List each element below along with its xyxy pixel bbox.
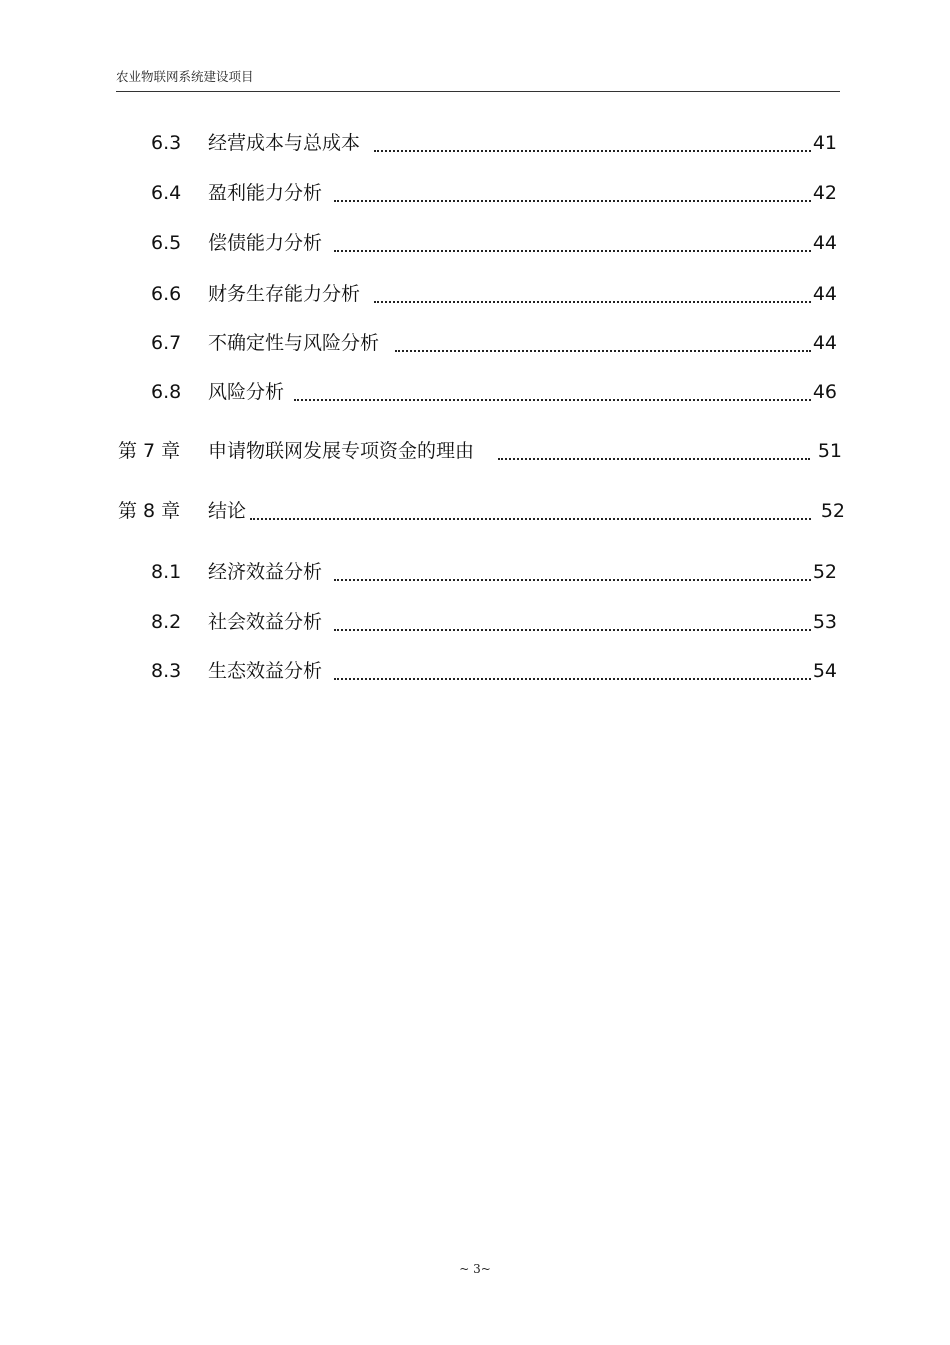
toc-entry-title: 风险分析 bbox=[208, 381, 285, 403]
toc-entry-number: 6.4 bbox=[151, 182, 182, 204]
toc-entry-number: 6.3 bbox=[151, 132, 182, 154]
toc-entry-title: 经营成本与总成本 bbox=[208, 132, 361, 154]
toc-entry-number: 8.1 bbox=[151, 561, 182, 583]
page-number-footer: ~ 3~ bbox=[459, 1262, 491, 1276]
toc-entry-page: 52 bbox=[820, 500, 845, 522]
toc-leader-dots bbox=[395, 330, 811, 352]
toc-entry-number: 6.5 bbox=[151, 232, 182, 254]
toc-entry-number: 8.2 bbox=[151, 611, 182, 633]
toc-entry-page: 44 bbox=[812, 283, 837, 305]
toc-entry-8-1[interactable] bbox=[151, 559, 837, 585]
toc-entry-title: 生态效益分析 bbox=[208, 660, 323, 682]
toc-leader-dots bbox=[498, 438, 810, 460]
toc-leader-dots bbox=[334, 609, 811, 631]
toc-entry-8-2[interactable] bbox=[151, 609, 837, 635]
toc-entry-6-7[interactable] bbox=[151, 330, 837, 356]
toc-entry-6-5[interactable] bbox=[151, 230, 837, 256]
toc-entry-number: 第 7 章 bbox=[118, 440, 181, 462]
toc-entry-title: 财务生存能力分析 bbox=[208, 283, 361, 305]
toc-leader-dots bbox=[334, 559, 811, 581]
toc-entry-6-8[interactable] bbox=[151, 379, 837, 405]
toc-entry-page: 51 bbox=[817, 440, 842, 462]
toc-entry-number: 6.6 bbox=[151, 283, 182, 305]
toc-leader-dots bbox=[250, 498, 811, 520]
toc-entry-number: 6.8 bbox=[151, 381, 182, 403]
toc-entry-title: 经济效益分析 bbox=[208, 561, 323, 583]
toc-entry-page: 52 bbox=[812, 561, 837, 583]
toc-entry-page: 54 bbox=[812, 660, 837, 682]
toc-entry-8-3[interactable] bbox=[151, 658, 837, 684]
toc-entry-chapter-7[interactable] bbox=[118, 438, 842, 464]
toc-entry-page: 46 bbox=[812, 381, 837, 403]
toc-leader-dots bbox=[374, 130, 811, 152]
toc-entry-page: 44 bbox=[812, 232, 837, 254]
toc-entry-page: 42 bbox=[812, 182, 837, 204]
toc-entry-number: 第 8 章 bbox=[118, 500, 181, 522]
toc-entry-title: 不确定性与风险分析 bbox=[208, 332, 380, 354]
toc-entry-title: 结论 bbox=[208, 500, 247, 522]
toc-entry-title: 社会效益分析 bbox=[208, 611, 323, 633]
toc-leader-dots bbox=[334, 230, 811, 252]
toc-entry-number: 6.7 bbox=[151, 332, 182, 354]
toc-leader-dots bbox=[334, 658, 811, 680]
toc-entry-page: 53 bbox=[812, 611, 837, 633]
toc-entry-chapter-8[interactable] bbox=[118, 498, 845, 524]
toc-entry-number: 8.3 bbox=[151, 660, 182, 682]
toc-leader-dots bbox=[294, 379, 811, 401]
toc-entry-6-4[interactable] bbox=[151, 180, 837, 206]
running-header: 农业物联网系统建设项目 bbox=[116, 69, 254, 84]
toc-leader-dots bbox=[334, 180, 811, 202]
toc-entry-page: 44 bbox=[812, 332, 837, 354]
toc-leader-dots bbox=[374, 281, 811, 303]
toc-entry-title: 申请物联网发展专项资金的理由 bbox=[208, 440, 475, 462]
toc-entry-title: 盈利能力分析 bbox=[208, 182, 323, 204]
toc-entry-6-6[interactable] bbox=[151, 281, 837, 307]
toc-entry-page: 41 bbox=[812, 132, 837, 154]
toc-entry-title: 偿债能力分析 bbox=[208, 232, 323, 254]
toc-entry-6-3[interactable] bbox=[151, 130, 837, 156]
